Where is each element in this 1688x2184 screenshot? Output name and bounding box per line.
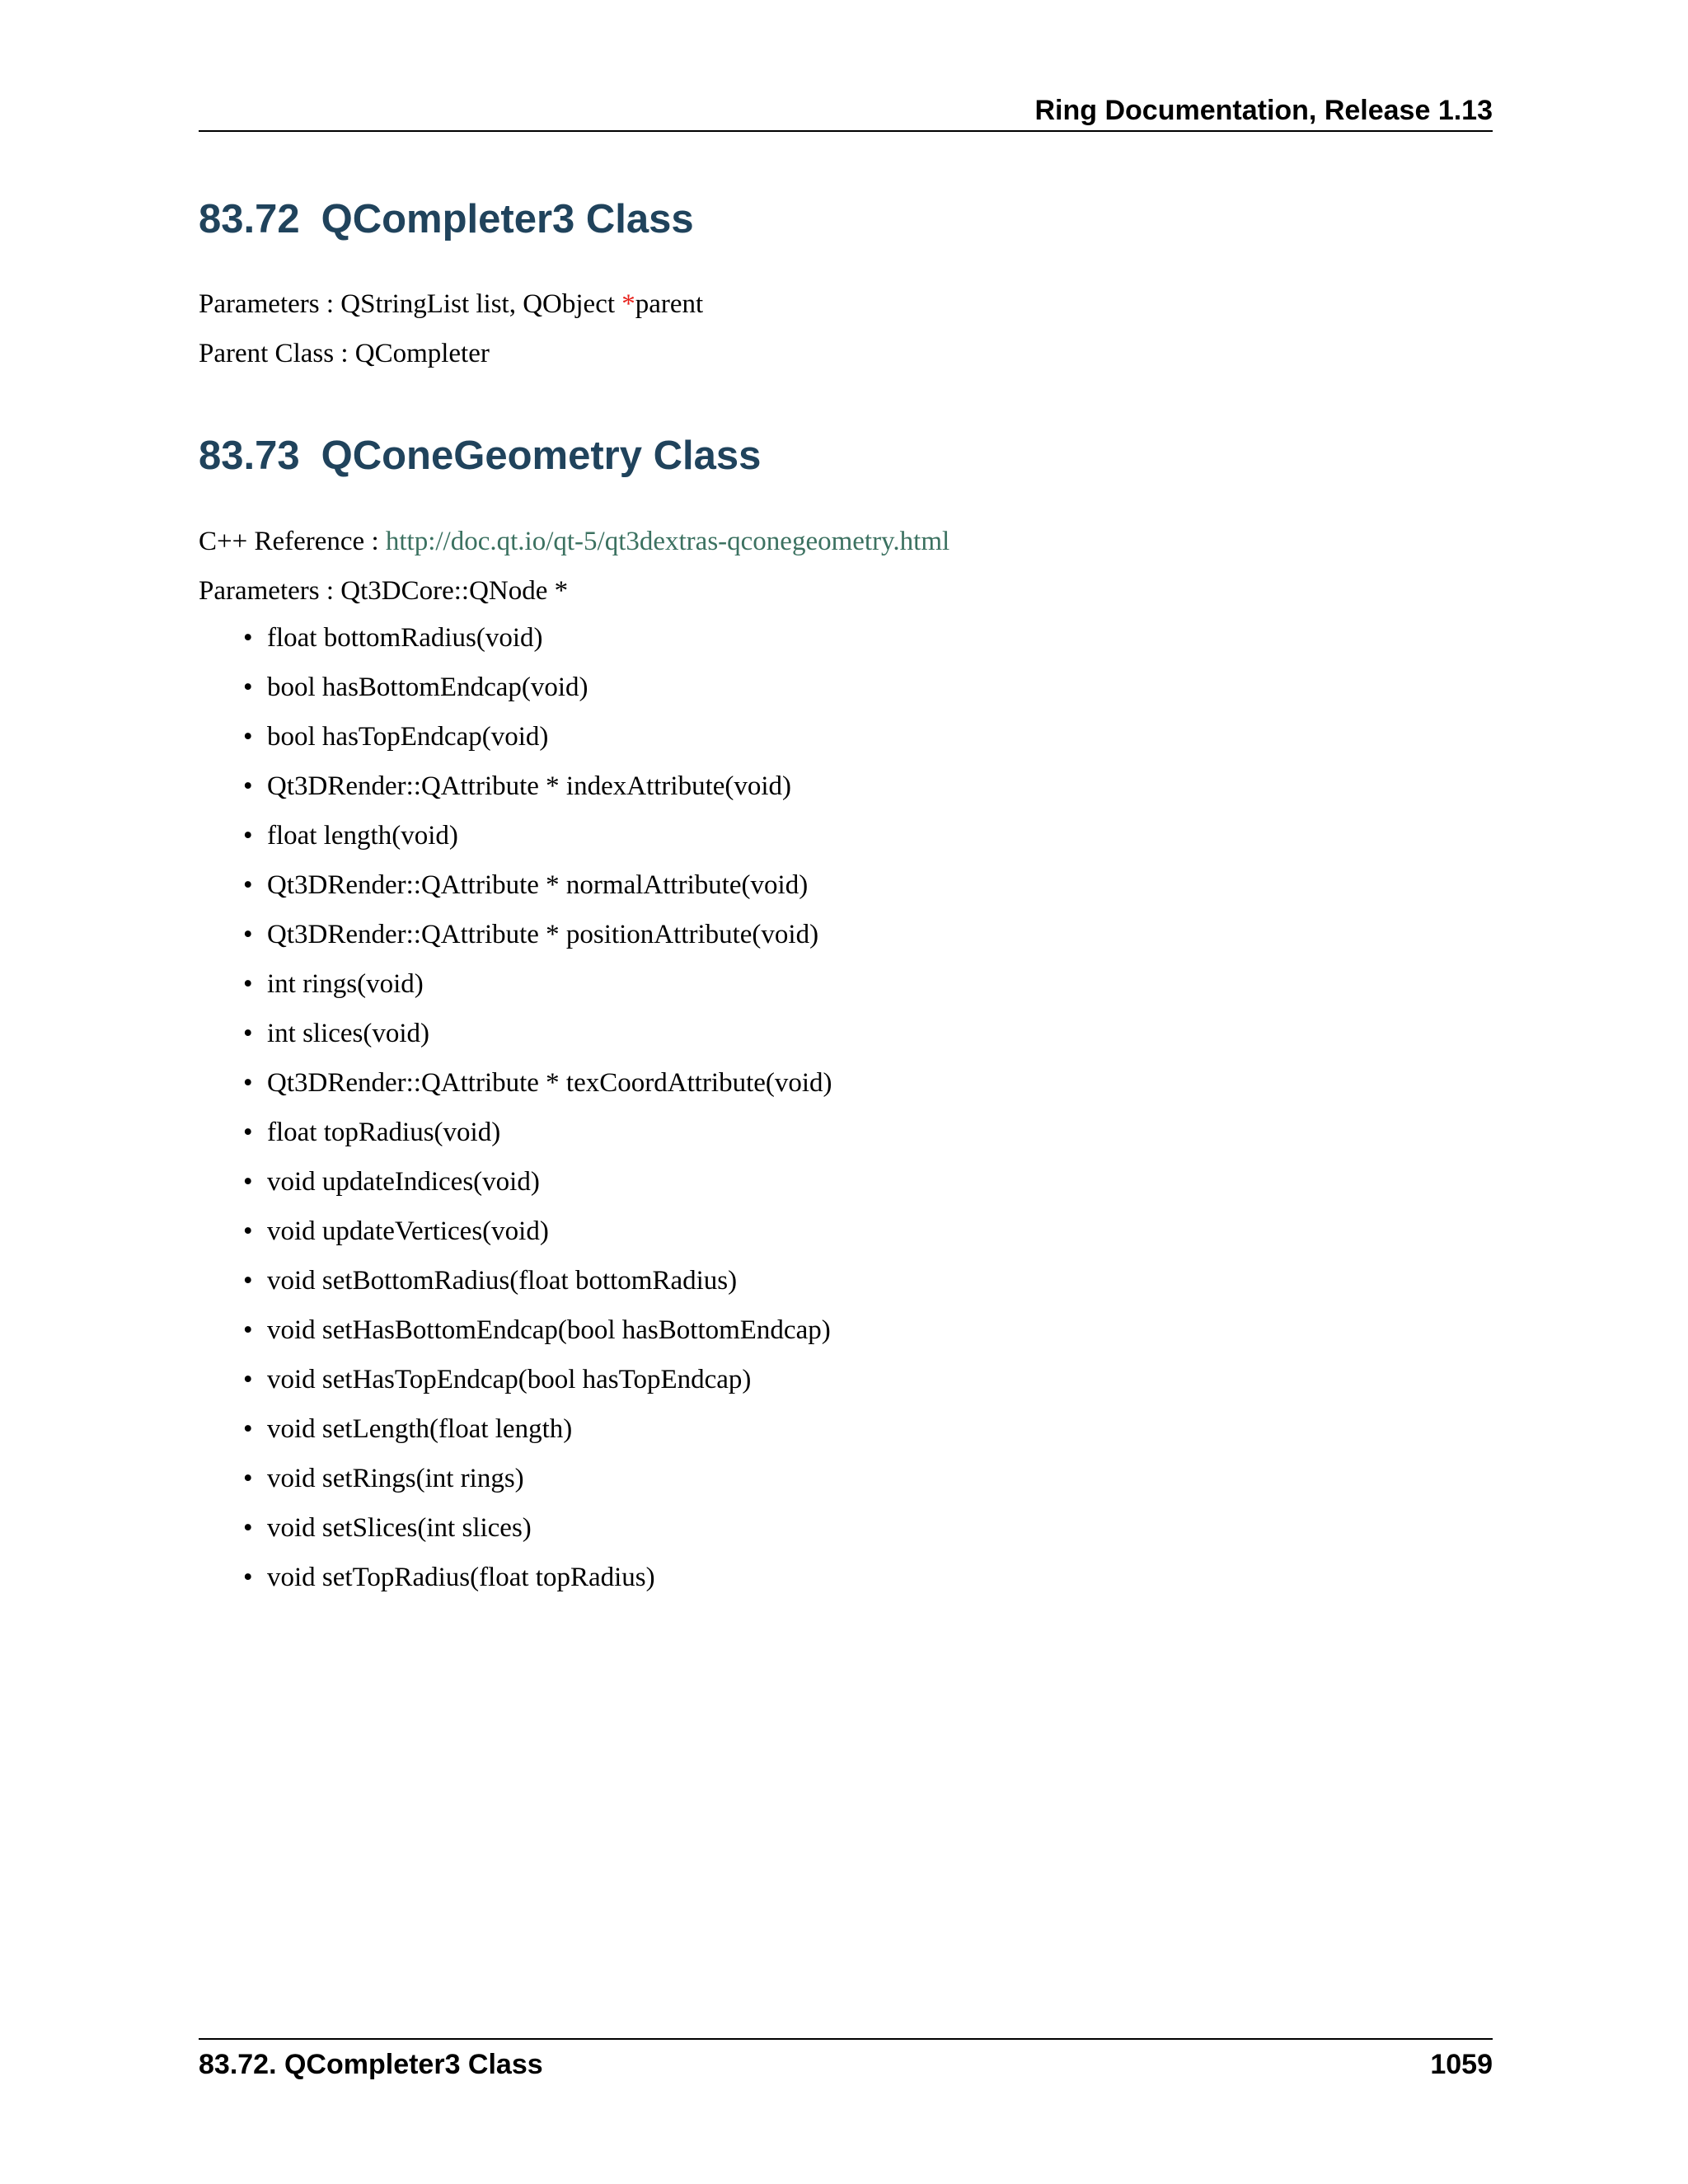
bullet-icon: • [243,1216,253,1246]
footer-section-title: 83.72. QCompleter3 Class [199,2049,543,2080]
method-list-item [199,1462,832,1511]
bullet-icon: • [243,722,253,752]
parameters-text: Parameters : QStringList list, QObject [199,289,622,319]
method-list [199,621,832,1610]
method-signature: void setBottomRadius(float bottomRadius) [267,1266,738,1296]
bullet-icon: • [243,969,253,999]
method-signature: void setTopRadius(float topRadius) [267,1563,655,1592]
section-title-text: QCompleter3 Class [321,197,694,241]
parameters-tail: parent [635,289,704,319]
method-list-item [199,1511,832,1561]
method-list-item [199,1017,832,1066]
method-signature: void setRings(int rings) [267,1464,524,1493]
method-list-item [199,671,832,720]
section-number: 83.72 [199,197,300,241]
bullet-icon: • [243,1118,253,1147]
method-list-item [199,720,832,770]
method-signature: void setHasBottomEndcap(bool hasBottomEndcap) [267,1315,831,1345]
method-signature: float length(void) [267,821,458,851]
section-heading-qcompleter3 [199,194,694,244]
parent-class-line: Parent Class : QCompleter [199,339,490,368]
method-signature: bool hasTopEndcap(void) [267,722,549,752]
method-signature: float topRadius(void) [267,1118,501,1147]
pointer-asterisk: * [621,289,635,319]
method-list-item [199,1413,832,1462]
method-list-item [199,770,832,819]
method-signature: void updateVertices(void) [267,1216,549,1246]
method-signature: void setLength(float length) [267,1414,573,1444]
method-list-item [199,621,832,671]
method-signature: Qt3DRender::QAttribute * indexAttribute(void) [267,771,792,801]
method-signature: void updateIndices(void) [267,1167,540,1197]
bullet-icon: • [243,1414,253,1444]
method-list-item [199,918,832,968]
bullet-icon: • [243,1563,253,1592]
method-signature: int slices(void) [267,1019,430,1048]
section-number: 83.73 [199,434,300,478]
cpp-reference-line [199,525,950,558]
method-signature: bool hasBottomEndcap(void) [267,673,588,702]
cpp-reference-link[interactable]: http://doc.qt.io/qt-5/qt3dextras-qconegeometry.html [385,527,950,556]
page-number: 1059 [1430,2049,1493,2080]
bullet-icon: • [243,623,253,653]
cpp-reference-label: C++ Reference : [199,527,386,556]
bullet-icon: • [243,1068,253,1098]
document-page [199,0,1493,2184]
section-heading-qconegeometry [199,431,761,480]
method-signature: float bottomRadius(void) [267,623,543,653]
method-signature: Qt3DRender::QAttribute * normalAttribute(void) [267,870,809,900]
bullet-icon: • [243,1019,253,1048]
section-title-text: QConeGeometry Class [321,434,762,478]
method-list-item [199,1314,832,1363]
method-list-item [199,968,832,1017]
method-list-item [199,1116,832,1165]
bullet-icon: • [243,1167,253,1197]
bullet-icon: • [243,673,253,702]
bullet-icon: • [243,1464,253,1493]
bullet-icon: • [243,1513,253,1543]
bullet-icon: • [243,870,253,900]
method-list-item [199,869,832,918]
method-signature: Qt3DRender::QAttribute * texCoordAttribute(void) [267,1068,832,1098]
bullet-icon: • [243,1365,253,1394]
method-list-item [199,1215,832,1264]
method-list-item [199,1363,832,1413]
method-signature: void setSlices(int slices) [267,1513,532,1543]
parameters-line [199,288,703,321]
bullet-icon: • [243,771,253,801]
bullet-icon: • [243,1266,253,1296]
bullet-icon: • [243,1315,253,1345]
method-signature: void setHasTopEndcap(bool hasTopEndcap) [267,1365,752,1394]
method-list-item [199,1066,832,1116]
bullet-icon: • [243,821,253,851]
bullet-icon: • [243,920,253,949]
running-header: Ring Documentation, Release 1.13 [199,92,1493,132]
method-signature: Qt3DRender::QAttribute * positionAttribute(void) [267,920,819,949]
running-footer [199,2038,1493,2083]
parameters-line: Parameters : Qt3DCore::QNode * [199,576,569,606]
method-signature: int rings(void) [267,969,424,999]
method-list-item [199,1264,832,1314]
method-list-item [199,819,832,869]
method-list-item [199,1165,832,1215]
method-list-item [199,1561,832,1610]
